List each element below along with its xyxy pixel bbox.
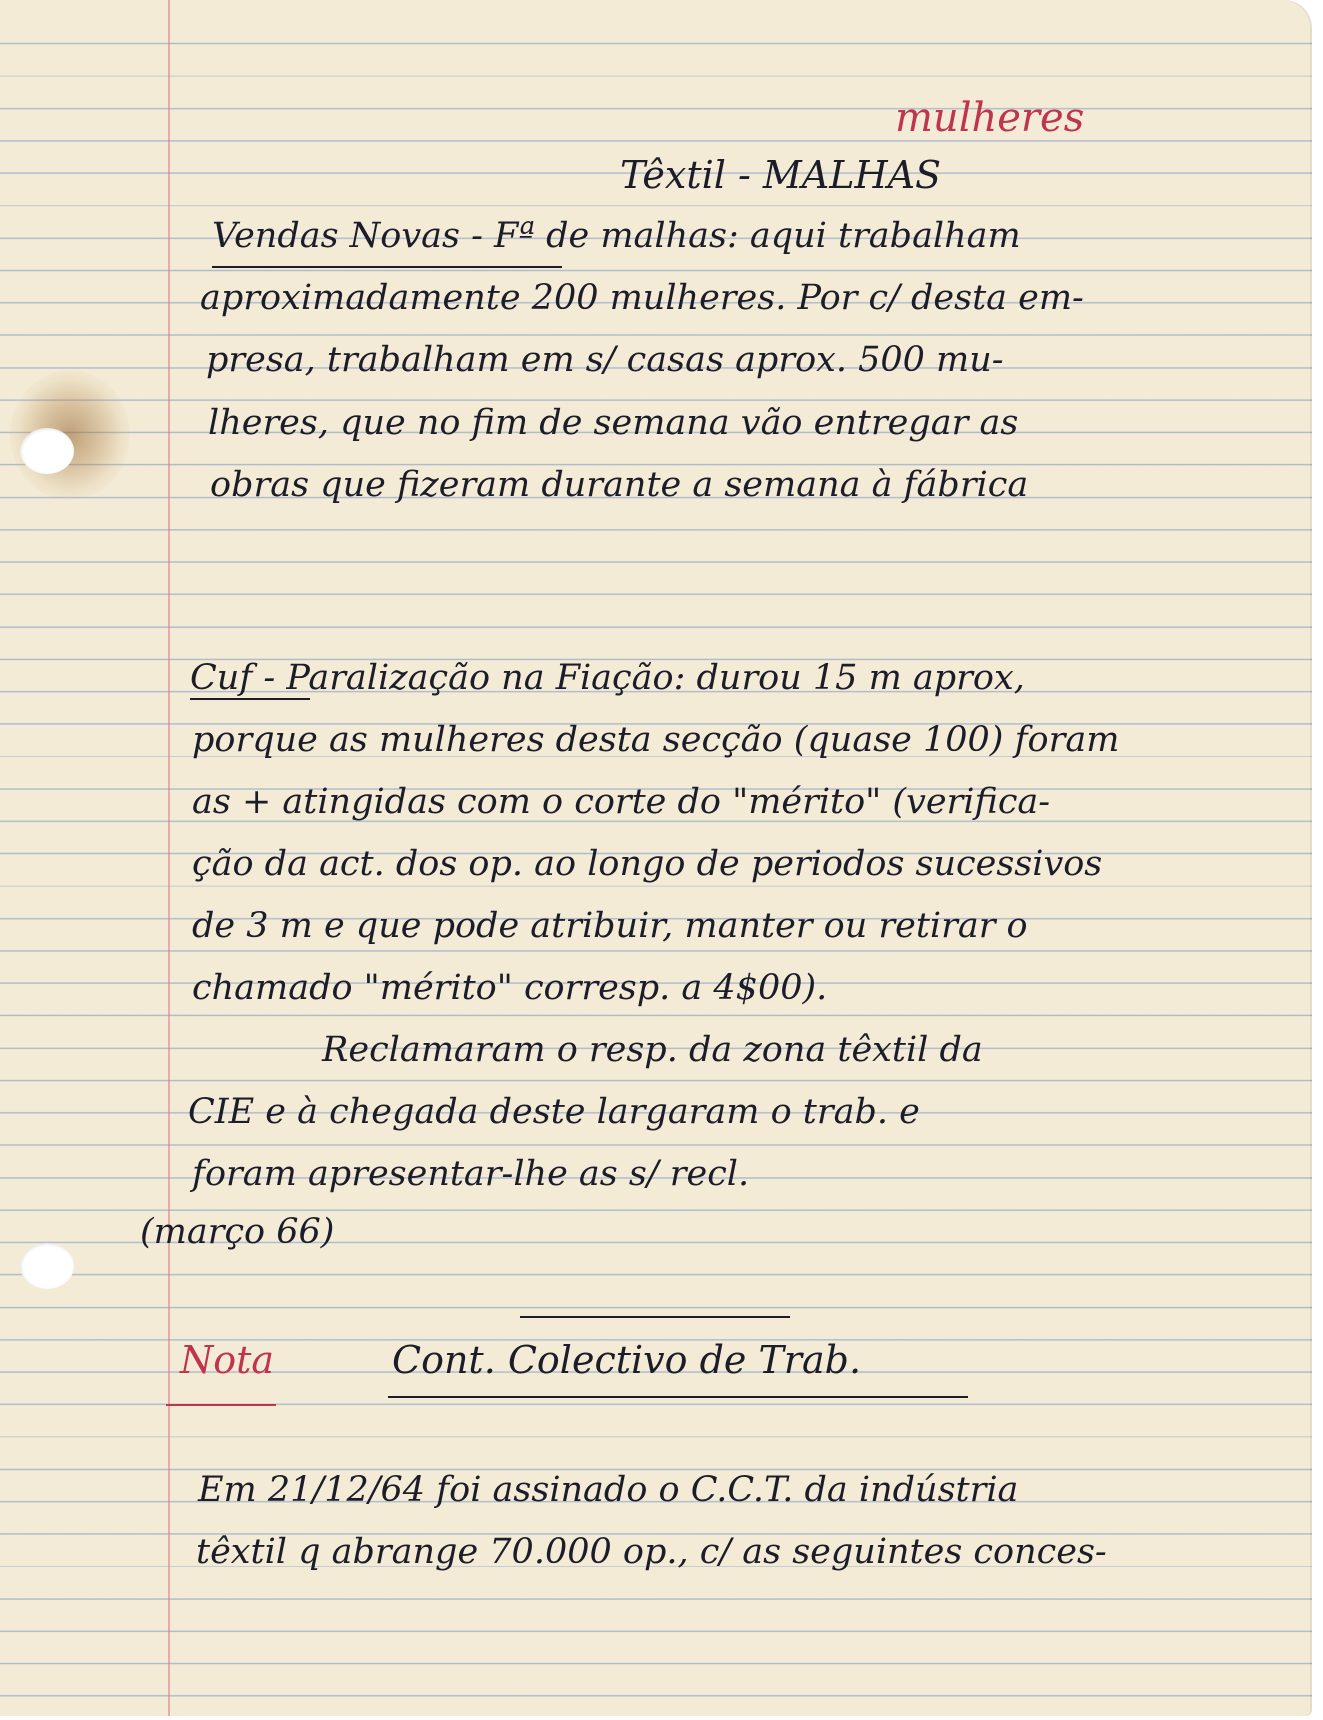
margin-line [168,0,170,1716]
note-label-underline [166,1404,276,1406]
paragraph-4-line-1: Em 21/12/64 foi assinado o C.C.T. da indústria [198,1470,1019,1510]
paragraph-3-line-2: CIE e à chegada deste largaram o trab. e [188,1092,920,1132]
paragraph-1-line-2: aproximadamente 200 mulheres. Por c/ desta em- [200,278,1084,318]
paragraph-1-line-1: Vendas Novas - Fª de malhas: aqui trabalham [212,216,1021,256]
note-overline [520,1316,790,1318]
paragraph-1-line-3: presa, trabalham em s/ casas aprox. 500 mu- [206,340,1004,380]
paragraph-2-line-1: Cuf - Paralização na Fiação: durou 15 m aprox, [190,658,1025,698]
paragraph-2-line-3: as + atingidas com o corte do "mérito" (verifica- [192,782,1051,822]
punch-hole-bottom [20,1243,74,1289]
paragraph-3-line-3: foram apresentar-lhe as s/ recl. [192,1154,750,1194]
note-heading: Cont. Colectivo de Trab. [392,1338,862,1382]
date-note: (março 66) [140,1212,335,1252]
paragraph-2-line-5: de 3 m e que pode atribuir, manter ou retirar o [192,906,1028,946]
page-title: Têxtil - MALHAS [620,153,942,197]
paragraph-2-line-2: porque as mulheres desta secção (quase 100) foram [192,720,1120,760]
note-label: Nota [180,1338,275,1382]
paragraph-4-line-2: têxtil q abrange 70.000 op., c/ as seguintes conces- [196,1532,1107,1572]
paragraph-1-line-4: lheres, que no fim de semana vão entregar as [208,403,1019,443]
paragraph-2-line-4: ção da act. dos op. ao longo de periodos sucessivos [192,844,1103,884]
paragraph-2-line-6: chamado "mérito" corresp. a 4$00). [192,968,828,1008]
paragraph-3-line-1: Reclamaram o resp. da zona têxtil da [322,1030,983,1070]
punch-hole-top [20,428,74,474]
note-heading-underline [388,1396,968,1398]
paragraph-1-line-5: obras que fizeram durante a semana à fábrica [210,465,1029,505]
heading-underline-cuf [190,698,310,700]
header-annotation: mulheres [895,95,1085,141]
